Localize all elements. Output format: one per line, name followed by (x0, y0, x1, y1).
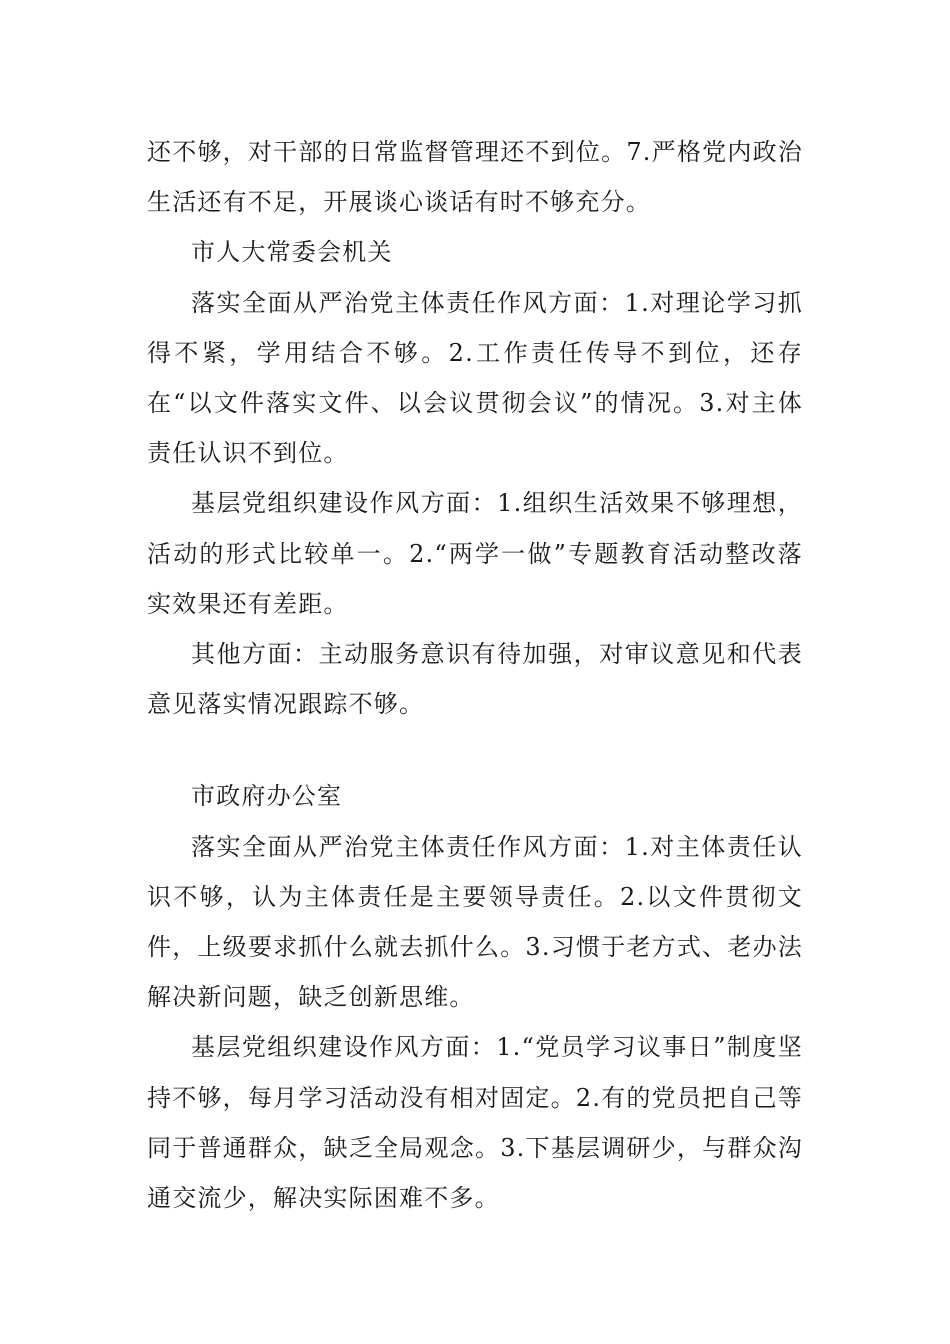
paragraph: 落实全面从严治党主体责任作风方面：1.对主体责任认识不够，认为主体责任是主要领导责任。2.以文件贯彻文件，上级要求抓什么就去抓什么。3.习惯于老方式、老办法解决新问题，缺乏创新思维。 (147, 832, 803, 1012)
continuation-paragraph: 还不够，对干部的日常监督管理还不到位。7.严格党内政治生活还有不足，开展谈心谈话有时不够充分。 (147, 138, 803, 217)
paragraph: 基层党组织建设作风方面：1.组织生活效果不够理想，活动的形式比较单一。2.“两学一做”专题教育活动整改落实效果还有差距。 (147, 489, 803, 618)
section-heading: 市政府办公室 (191, 782, 343, 811)
paragraph: 落实全面从严治党主体责任作风方面：1.对理论学习抓得不紧，学用结合不够。2.工作责任传导不到位，还存在“以文件落实文件、以会议贯彻会议”的情况。3.对主体责任认识不到位。 (147, 288, 803, 468)
section-spacer (147, 729, 803, 771)
document-page (147, 127, 803, 1223)
paragraph: 其他方面：主动服务意识有待加强，对审议意见和代表意见落实情况跟踪不够。 (147, 640, 803, 719)
paragraph: 基层党组织建设作风方面：1.“党员学习议事日”制度坚持不够，每月学习活动没有相对固定。2.有的党员把自己等同于普通群众，缺乏全局观念。3.下基层调研少，与群众沟通交流少，解决实际困难不多。 (147, 1033, 803, 1213)
section-heading: 市人大常委会机关 (191, 238, 393, 267)
